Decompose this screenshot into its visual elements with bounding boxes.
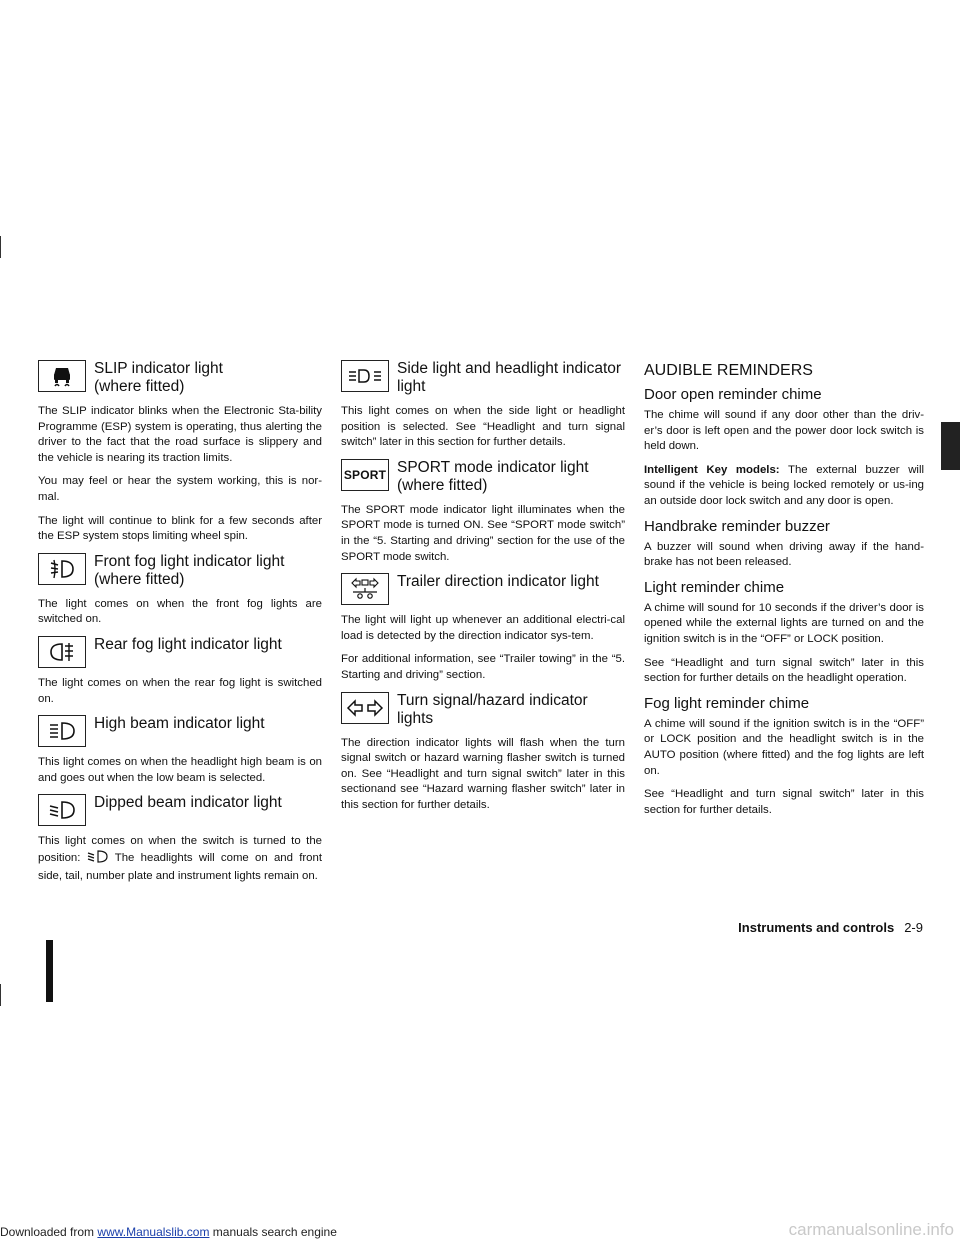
column-2	[341, 360, 625, 822]
front-fog-para: The light comes on when the front fog lights are switched on.	[38, 597, 322, 626]
trailer-para-1: The light will light up whenever an additional electri-cal load is detected by the direction indicator sys-tem.	[341, 614, 625, 642]
turn-signal-title-sub: lights	[397, 709, 434, 727]
door-open-para-2	[644, 463, 924, 510]
download-post: manuals search engine	[212, 1225, 337, 1239]
light-reminder-para-1: A chime will sound for 10 seconds if the driver’s door is opened while the external lights are turned on and the ignition switch is in the “OFF” or LOCK position.	[644, 601, 924, 645]
dipped-beam-title: Dipped beam indicator light	[94, 794, 282, 812]
rear-fog-para: The light comes on when the rear fog light is switched on.	[38, 676, 322, 705]
section-title: AUDIBLE REMINDERS	[644, 362, 813, 379]
sport-icon-text: SPORT	[343, 467, 387, 482]
trailer-para-2: For additional information, see “Trailer towing” in the “5. Starting and driving” section.	[341, 653, 625, 681]
front-fog-heading	[38, 553, 322, 589]
slip-icon	[38, 360, 86, 392]
turn-signal-icon	[341, 692, 389, 724]
fog-reminder-para-1: A chime will sound if the ignition switch is in the “OFF” or LOCK position and the headlight switch is in the AUTO position (where fitted) and the fog lights are left on.	[644, 717, 924, 777]
dipped-beam-heading	[38, 794, 322, 826]
watermark: carmanualsonline.info	[788, 1220, 954, 1239]
page-footer	[738, 920, 923, 935]
download-pre: Downloaded from	[0, 1225, 95, 1239]
sport-title: SPORT mode indicator light	[397, 458, 589, 476]
column-3	[644, 360, 924, 826]
rear-fog-icon	[38, 636, 86, 668]
manualslib-link[interactable]: www.Manualslib.com	[97, 1225, 210, 1239]
light-reminder-title: Light reminder chime	[644, 578, 785, 596]
column-1	[38, 360, 322, 892]
turn-signal-title: Turn signal/hazard indicator	[397, 691, 588, 709]
trailer-title: Trailer direction indicator light	[397, 573, 599, 591]
slip-para-1: The SLIP indicator blinks when the Electronic Sta-bility Programme (ESP) system is operating, thus alerting the driver to the fact that the road surface is slippery and the vehicle is nearing its traction limits.	[38, 405, 322, 464]
fog-reminder-title: Fog light reminder chime	[644, 694, 810, 712]
door-open-para-1: The chime will sound if any door other than the driv-er’s door is left open and the power door lock switch is held down.	[644, 409, 924, 453]
dipped-beam-para	[38, 834, 322, 884]
light-reminder-para-2: See “Headlight and turn signal switch” later in this section for further details on the headlight operation.	[644, 656, 924, 685]
turn-signal-para: The direction indicator lights will flash when the turn signal switch or hazard warning flasher switch is turned on. See “Headlight and turn signal switch” later in this sectionand see “Hazard warning flasher switch” later in this section for further details.	[341, 736, 625, 811]
footer-section-name: Instruments and controls	[738, 920, 895, 935]
dipped-para-pre: This light comes on when the switch is turned to the position:	[38, 835, 322, 864]
trailer-icon	[341, 573, 389, 605]
crop-mark	[0, 236, 1, 258]
headlight-inline-icon	[87, 850, 109, 869]
slip-title-sub: (where fitted)	[94, 378, 185, 395]
section-tab-marker	[941, 422, 960, 470]
slip-indicator-heading	[38, 360, 322, 396]
slip-title: SLIP indicator light	[94, 360, 223, 377]
dipped-beam-icon	[38, 794, 86, 826]
trailer-heading	[341, 573, 625, 605]
sport-icon	[341, 459, 389, 491]
door-open-title: Door open reminder chime	[644, 386, 822, 403]
side-light-icon	[341, 360, 389, 392]
handbrake-title: Handbrake reminder buzzer	[644, 517, 830, 535]
sport-heading	[341, 459, 625, 495]
sport-title-sub: (where fitted)	[397, 476, 488, 494]
turn-signal-heading	[341, 692, 625, 728]
dipped-para-post: The headlights will come on and front side, tail, number plate and instrument lights remain on.	[38, 851, 323, 882]
side-light-title: Side light and headlight indicator	[397, 360, 622, 377]
front-fog-icon	[38, 553, 86, 585]
handbrake-para: A buzzer will sound when driving away if the hand-brake has not been released.	[644, 540, 924, 569]
slip-para-3: The light will continue to blink for a few seconds after the ESP system stops limiting wheel spin.	[38, 514, 322, 543]
slip-para-2: You may feel or hear the system working, this is nor-mal.	[38, 475, 322, 503]
page-number: 2-9	[904, 920, 923, 935]
crop-mark	[46, 940, 53, 1002]
sport-para: The SPORT mode indicator light illuminates when the SPORT mode is turned ON. See “SPORT mode switch” in the “5. Starting and driving” section for the use of the SPORT mode switch.	[341, 503, 625, 563]
crop-mark	[0, 984, 1, 1006]
high-beam-icon	[38, 715, 86, 747]
side-light-heading	[341, 360, 625, 396]
side-light-title-sub: light	[397, 378, 426, 395]
high-beam-title: High beam indicator light	[94, 715, 265, 733]
side-light-para: This light comes on when the side light or headlight position is selected. See “Headlight and turn signal switch” later in this section for further details.	[341, 405, 625, 449]
rear-fog-heading	[38, 636, 322, 668]
high-beam-heading	[38, 715, 322, 747]
front-fog-title-sub: (where fitted)	[94, 570, 185, 588]
door-open-para-2-text: The external buzzer will sound if the vehicle is being locked remotely or us-ing an outside door lock switch and any door is open.	[644, 463, 925, 507]
front-fog-title: Front fog light indicator light	[94, 552, 285, 570]
high-beam-para: This light comes on when the headlight high beam is on and goes out when the low beam is selected.	[38, 756, 322, 784]
fog-reminder-para-2: See “Headlight and turn signal switch” later in this section for further details.	[644, 788, 924, 816]
download-banner	[0, 1225, 337, 1239]
intelligent-key-label: Intelligent Key models:	[644, 463, 780, 476]
rear-fog-title: Rear fog light indicator light	[94, 635, 282, 653]
